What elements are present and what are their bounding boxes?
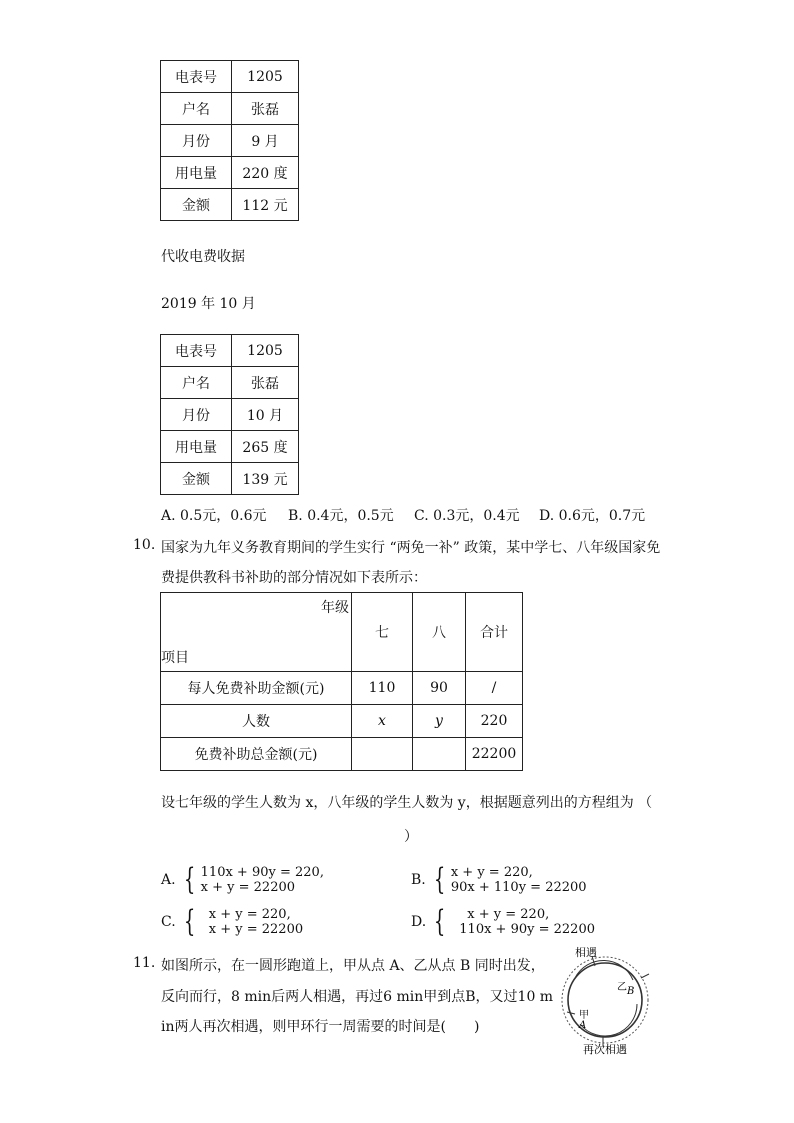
corner-top-label: 年级: [321, 600, 349, 616]
brace-icon: {: [433, 862, 446, 897]
cell-total-amount-8: [413, 738, 466, 771]
option-c-eq2: x + y = 22200: [208, 922, 304, 937]
cell-count-8: y: [413, 705, 466, 738]
q11-text-line2: 反向而行，8 min后两人相遇，再过6 min甲到点B，又过10 m: [161, 989, 554, 1005]
bill-row-label: 户名: [161, 367, 232, 399]
bill-row: [161, 431, 299, 463]
cell-count-total: 220: [466, 705, 523, 738]
option-d-label: D.: [411, 914, 427, 930]
q10-prompt: 设七年级的学生人数为 x，八年级的学生人数为 y，根据题意列出的方程组为 （: [161, 795, 653, 811]
q10-text-line2: 费提供教科书补助的部分情况如下表所示：: [161, 570, 427, 586]
corner-bottom-label: 项目: [161, 650, 189, 666]
bill-row-value: 1205: [232, 61, 299, 93]
label-jia: 甲: [579, 1010, 589, 1021]
header-grade-7: 七: [352, 593, 413, 672]
bill-row-label: 电表号: [161, 335, 232, 367]
bill-row: [161, 157, 299, 189]
q10-subsidy-table: [160, 592, 523, 771]
bill-row-value: 9 月: [232, 125, 299, 157]
bill-row-value: 112 元: [232, 189, 299, 221]
label-yi: 乙: [617, 982, 627, 993]
bill-row: [161, 463, 299, 495]
option-b-eq1: x + y = 220,: [450, 865, 533, 880]
bill-row: [161, 189, 299, 221]
bill-row: [161, 399, 299, 431]
receipt-date: 2019 年 10 月: [161, 296, 256, 312]
label-remeet: 再次相遇: [583, 1043, 627, 1056]
option-b-eq2: 90x + 110y = 22200: [450, 880, 587, 895]
bill-row-value: 139 元: [232, 463, 299, 495]
cell-count-7: x: [352, 705, 413, 738]
bill-row-value: 张磊: [232, 93, 299, 125]
row-label-total-amount: 免费补助总金额(元): [161, 738, 352, 771]
bill-row-value: 1205: [232, 335, 299, 367]
cell-per-person-total: /: [466, 672, 523, 705]
bill-table-september: [160, 60, 299, 221]
bill-row: [161, 367, 299, 399]
cell-per-person-7: 110: [352, 672, 413, 705]
option-c-label: C.: [161, 914, 176, 930]
label-meet: 相遇: [575, 946, 597, 959]
bill-row-label: 月份: [161, 399, 232, 431]
option-a-eq1: 110x + 90y = 220,: [200, 865, 324, 880]
bill-row: [161, 93, 299, 125]
header-total: 合计: [466, 593, 523, 672]
brace-icon: {: [434, 904, 446, 939]
q11-track-figure: [555, 944, 655, 1056]
bill-row-value: 220 度: [232, 157, 299, 189]
row-label-per-person: 每人免费补助金额(元): [161, 672, 352, 705]
q9-option-c: C. 0.3元，0.4元: [414, 508, 520, 524]
q10-text-line1: 国家为九年义务教育期间的学生实行 “两免一补” 政策，某中学七、八年级国家免: [161, 540, 661, 556]
track-outer-dotted-circle: [562, 957, 648, 1043]
row-label-count: 人数: [161, 705, 352, 738]
q10-option-b: [411, 862, 587, 897]
bill-row-value: 265 度: [232, 431, 299, 463]
label-a: A: [579, 1020, 587, 1031]
receipt-title: 代收电费收据: [161, 249, 245, 265]
bill-row: [161, 125, 299, 157]
bill-row-label: 电表号: [161, 61, 232, 93]
bill-row-label: 月份: [161, 125, 232, 157]
q10-option-a: [161, 862, 324, 897]
bill-row-value: 10 月: [232, 399, 299, 431]
option-d-eq2: 110x + 90y = 22200: [459, 922, 595, 937]
bill-row-label: 户名: [161, 93, 232, 125]
cell-per-person-8: 90: [413, 672, 466, 705]
option-a-label: A.: [161, 872, 176, 888]
option-c-eq1: x + y = 220,: [208, 907, 291, 922]
q9-option-d: D. 0.6元，0.7元: [539, 508, 646, 524]
brace-icon: {: [183, 904, 195, 939]
option-b-label: B.: [411, 872, 426, 888]
q10-option-d: [411, 904, 595, 939]
option-a-eq2: x + y = 22200: [200, 880, 296, 895]
q10-option-c: [161, 904, 304, 939]
q9-option-b: B. 0.4元，0.5元: [288, 508, 394, 524]
bill-row-label: 金额: [161, 189, 232, 221]
label-b: B: [627, 986, 635, 997]
bill-row-label: 金额: [161, 463, 232, 495]
q10-number: 10.: [133, 537, 156, 553]
q9-option-a: A. 0.5元，0.6元: [161, 508, 267, 524]
bill-row-value: 张磊: [232, 367, 299, 399]
q11-text-line3: in两人再次相遇，则甲环行一周需要的时间是( ): [161, 1019, 480, 1035]
bill-row: [161, 335, 299, 367]
bill-row-label: 用电量: [161, 431, 232, 463]
bill-row-label: 用电量: [161, 157, 232, 189]
point-b-marker: [641, 974, 649, 978]
q10-prompt-close: ）: [404, 829, 418, 845]
bill-row: [161, 61, 299, 93]
option-d-eq1: x + y = 220,: [467, 907, 550, 922]
q11-text-line1: 如图所示，在一圆形跑道上，甲从点 A、乙从点 B 同时出发，: [161, 958, 545, 974]
header-grade-8: 八: [413, 593, 466, 672]
q11-number: 11.: [133, 955, 156, 971]
cell-total-amount-7: [352, 738, 413, 771]
brace-icon: {: [183, 862, 195, 897]
table-corner-cell: [161, 593, 352, 672]
cell-total-amount-total: 22200: [466, 738, 523, 771]
bill-table-october: [160, 334, 299, 495]
